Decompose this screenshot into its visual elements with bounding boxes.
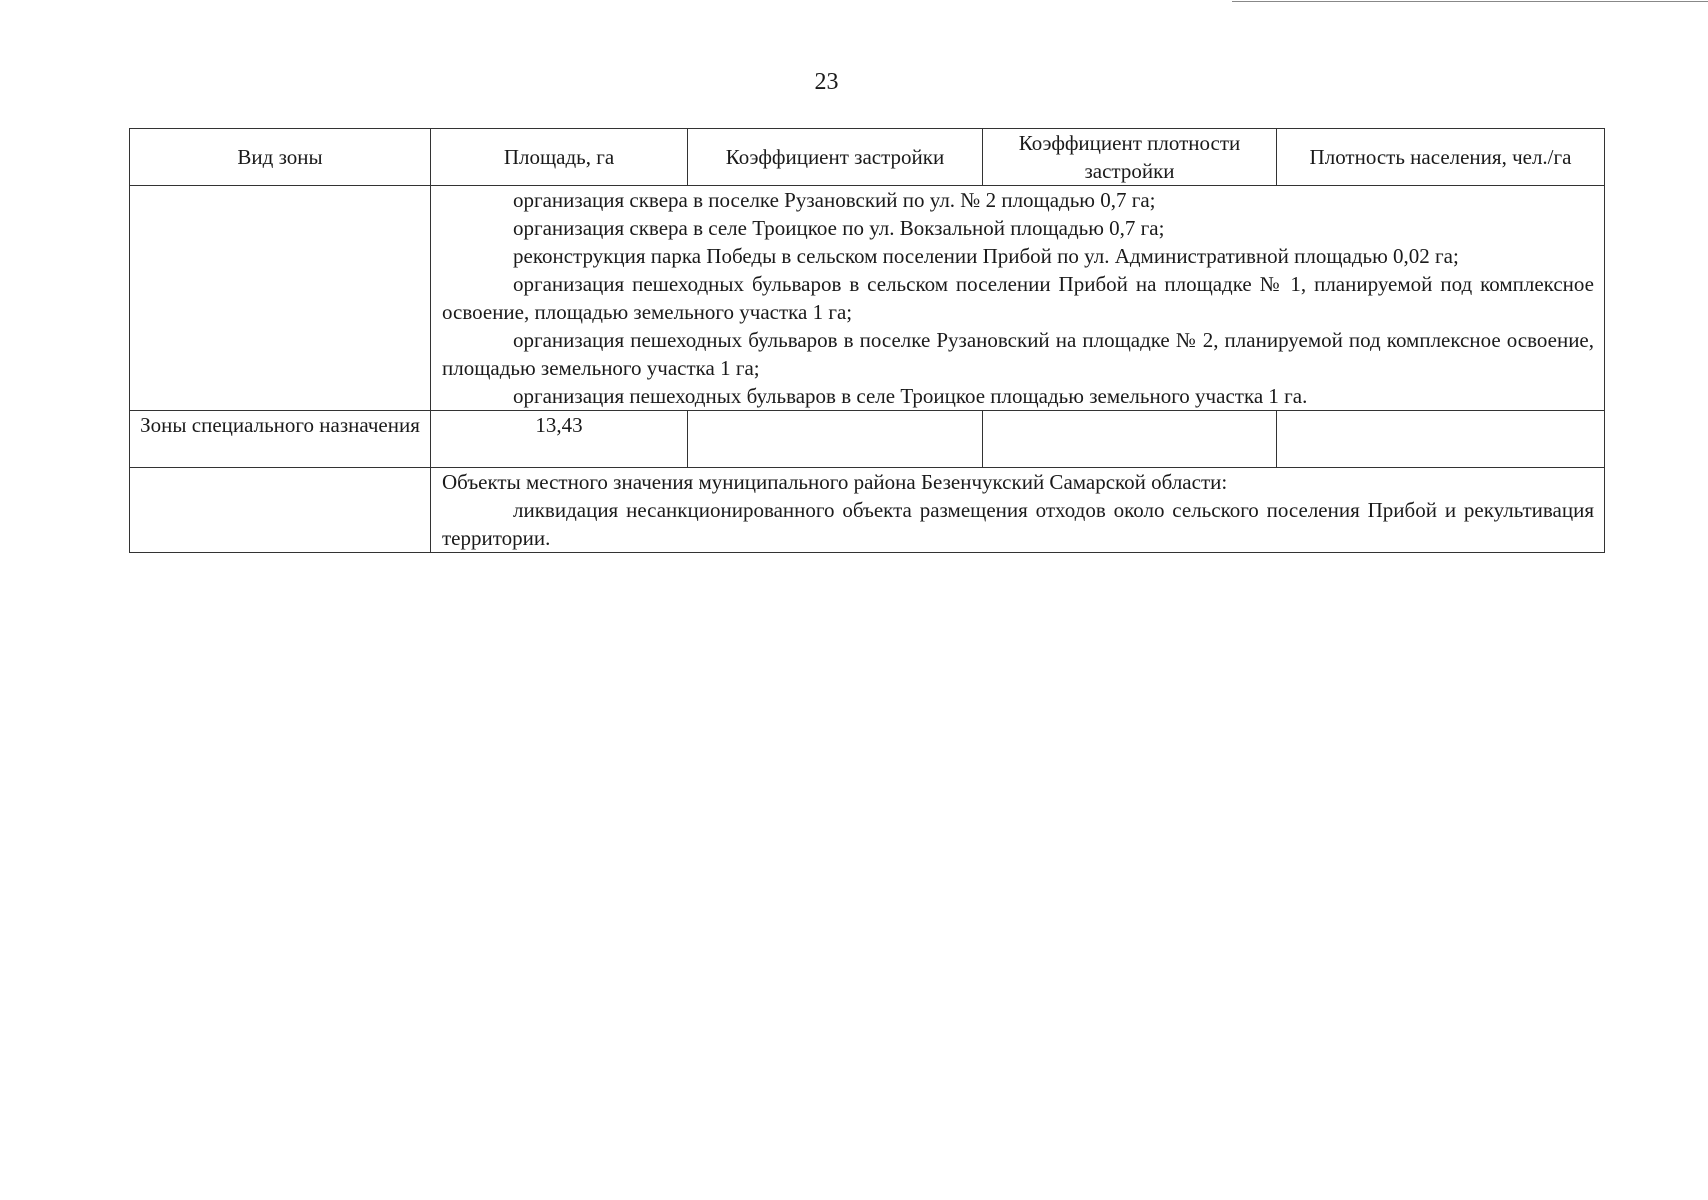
measure-item: реконструкция парка Победы в сельском поселении Прибой по ул. Административной площадью 0,02 га; <box>513 244 1459 268</box>
table-header-row <box>130 129 1605 186</box>
empty-zone-cell <box>130 186 431 411</box>
measure-item: организация сквера в поселке Рузановский по ул. № 2 площадью 0,7 га; <box>513 188 1156 212</box>
scan-edge-line <box>1232 1 1708 2</box>
measure-item: организация пешеходных бульваров в поселке Рузановский на площадке № 2, планируемой под комплексное освоение, площадью земельного участка 1 га; <box>442 328 1594 380</box>
measure-item: организация пешеходных бульваров в селе Троицкое площадью земельного участка 1 га. <box>513 384 1308 408</box>
header-building-coefficient: Коэффициент застройки <box>688 129 983 186</box>
special-zone-name: Зоны специального назначения <box>130 411 431 468</box>
header-area: Площадь, га <box>431 129 688 186</box>
measures-cell <box>431 186 1605 411</box>
empty-zone-cell <box>130 468 431 553</box>
header-density-coefficient: Коэффициент плотности застройки <box>983 129 1277 186</box>
zones-table <box>129 128 1605 553</box>
measure-item: организация пешеходных бульваров в сельском поселении Прибой на площадке № 1, планируемой под комплексное освоение, площадью земельного участка 1 га; <box>442 272 1594 324</box>
header-population-density: Плотность населения, чел./га <box>1277 129 1605 186</box>
table-row <box>130 186 1605 411</box>
page-number: 23 <box>814 69 839 95</box>
special-zone-population-density <box>1277 411 1605 468</box>
special-zone-building-coefficient <box>688 411 983 468</box>
special-zone-density-coefficient <box>983 411 1277 468</box>
header-zone-type: Вид зоны <box>130 129 431 186</box>
special-zone-area: 13,43 <box>431 411 688 468</box>
special-measures-heading: Объекты местного значения муниципального района Безенчукский Самарской области: <box>442 470 1228 494</box>
table-row <box>130 468 1605 553</box>
measure-item: организация сквера в селе Троицкое по ул. Вокзальной площадью 0,7 га; <box>513 216 1165 240</box>
measure-item: ликвидация несанкционированного объекта размещения отходов около сельского поселения Прибой и рекультивация территории. <box>442 498 1594 550</box>
special-measures-cell <box>431 468 1605 553</box>
table-row <box>130 411 1605 468</box>
